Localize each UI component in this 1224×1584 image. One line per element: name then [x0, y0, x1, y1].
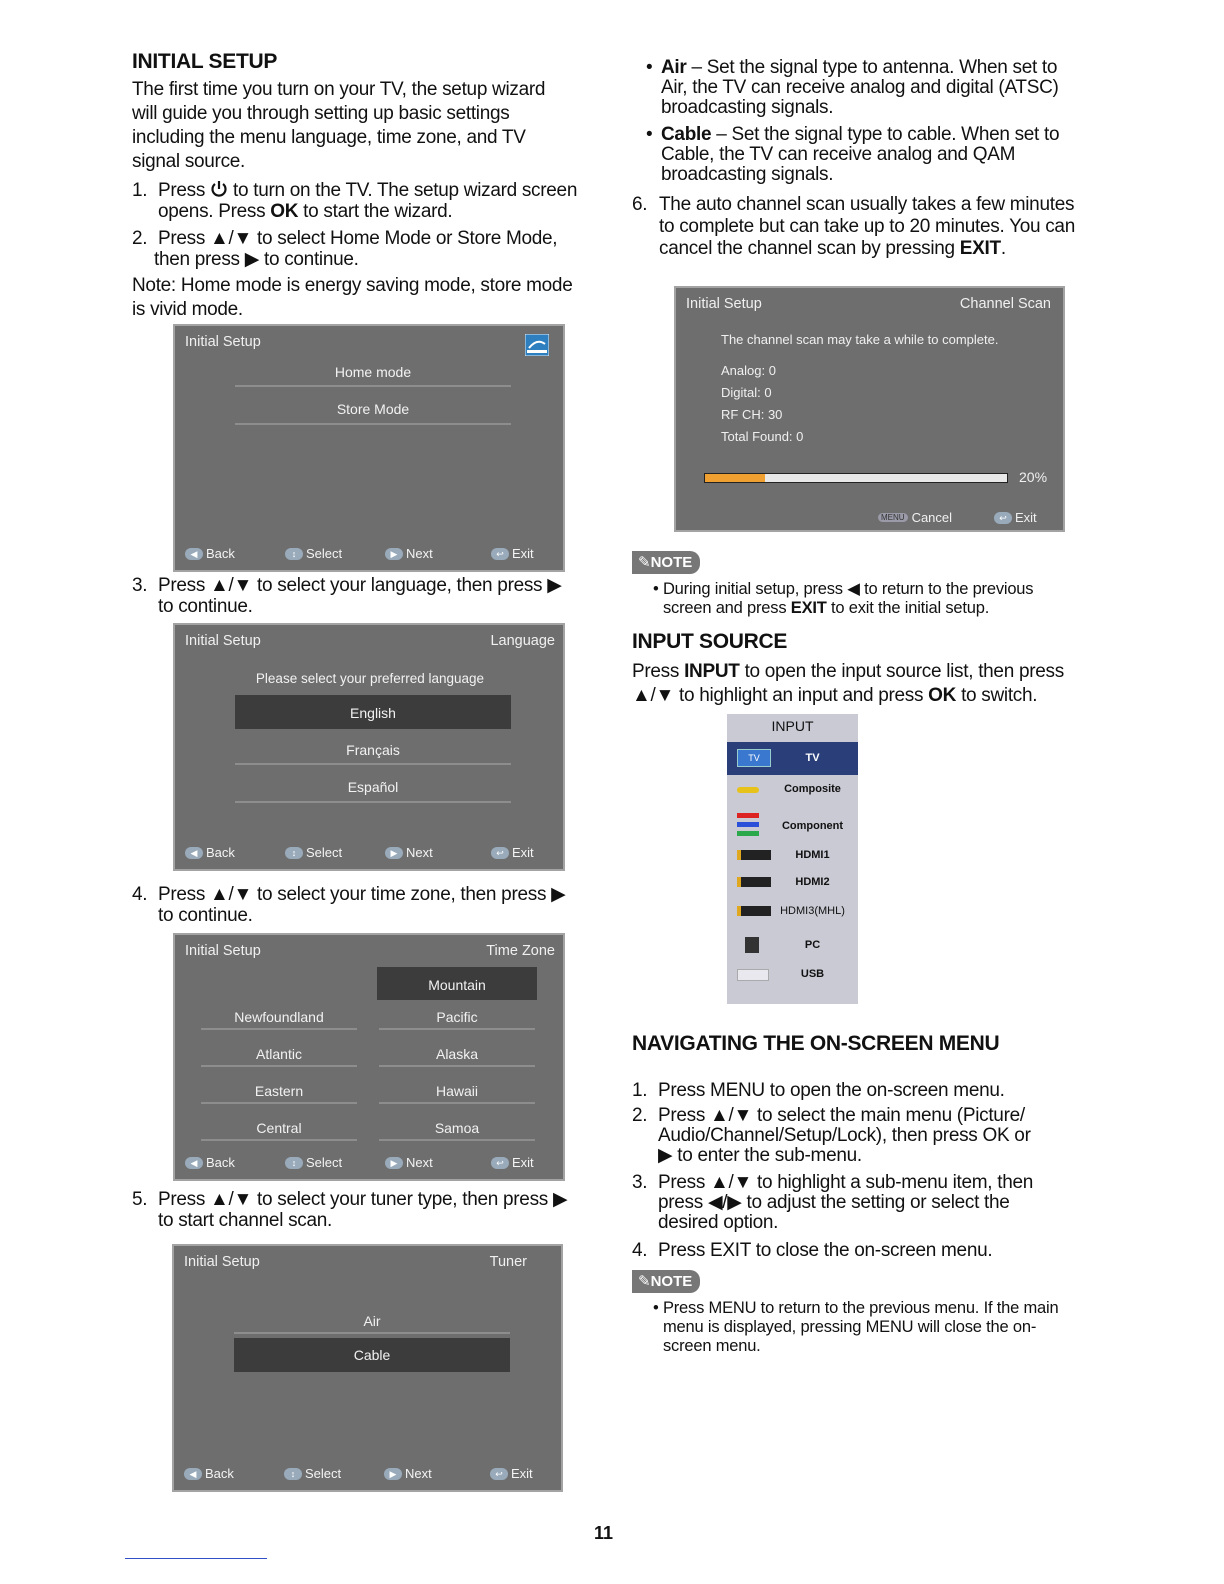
step-number: 6. [632, 194, 648, 215]
step-text: Audio/Channel/Setup/Lock), then press OK or [658, 1125, 1031, 1146]
input-item-hdmi2[interactable] [727, 871, 858, 897]
note-badge [632, 1270, 700, 1293]
step-text: to start channel scan. [158, 1210, 333, 1231]
intro-line: The first time you turn on your TV, the setup wizard [132, 79, 546, 100]
screen-subtitle: Channel Scan [959, 296, 1051, 312]
energy-star-icon [525, 334, 549, 356]
return-icon: ↩ [491, 548, 509, 560]
back-hint [184, 1466, 234, 1481]
input-list-title: INPUT [771, 718, 814, 734]
nav-label: Next [406, 845, 433, 860]
bullet-text: Air, the TV can receive analog and digital (ATSC) [661, 77, 1059, 98]
scan-counts [721, 360, 803, 448]
option-atlantic[interactable]: Atlantic [256, 1046, 302, 1062]
bullet-text: broadcasting signals. [661, 164, 834, 185]
option-francais[interactable]: Français [346, 742, 400, 758]
step-text: cancel the channel scan by pressing [659, 238, 955, 259]
note-line: Note: Home mode is energy saving mode, store mode [132, 275, 573, 296]
option-air[interactable]: Air [363, 1313, 381, 1329]
divider [379, 1065, 535, 1067]
step-text: . [1000, 238, 1006, 259]
bullet-term: Cable [661, 124, 712, 145]
exit-key: EXIT [790, 599, 827, 617]
input-source-heading: INPUT SOURCE [632, 630, 788, 653]
step-text: then press ▶ to continue. [154, 249, 359, 270]
right-arrow-icon: ▶ [385, 548, 403, 560]
step-text: to start the wizard. [303, 201, 453, 222]
scan-message: The channel scan may take a while to complete. [721, 332, 999, 347]
screen-title: Initial Setup [184, 1254, 260, 1270]
hdmi-plug-icon [737, 906, 767, 918]
exit-hint [490, 1466, 533, 1481]
up-down-icon: ↕ [285, 1157, 303, 1169]
screen-title: Initial Setup [686, 296, 762, 312]
select-hint [285, 546, 342, 561]
navigating-heading: NAVIGATING THE ON-SCREEN MENU [632, 1032, 1000, 1055]
step-6 [632, 194, 1112, 260]
scan-progress-fill [705, 474, 765, 482]
step-1 [132, 180, 602, 224]
note-line: screen menu. [663, 1337, 761, 1355]
intro-line: signal source. [132, 151, 246, 172]
step-text: Press ▲/▼ to select your time zone, then press ▶ [158, 884, 566, 905]
next-hint [384, 1466, 432, 1481]
nav-label: Next [405, 1466, 432, 1481]
option-english[interactable]: English [350, 705, 396, 721]
note-line: is vivid mode. [132, 299, 243, 320]
step-text: opens. Press [158, 201, 266, 222]
select-hint [285, 1155, 342, 1170]
scan-progress-label: 20% [1019, 469, 1048, 485]
bullet-text: Cable, the TV can receive analog and QAM [661, 144, 1016, 165]
footer-rule [125, 1558, 267, 1559]
divider [234, 1332, 510, 1334]
note-line: • Press MENU to return to the previous menu. If the main [653, 1299, 1059, 1317]
nav-label: Exit [511, 1466, 533, 1481]
input-item-tv[interactable] [727, 742, 858, 775]
bullet-text: – Set the signal type to antenna. When set to [686, 57, 1058, 78]
step-text: Press MENU to open the on-screen menu. [658, 1080, 1005, 1101]
nav-label: Select [306, 845, 343, 860]
up-down-icon: ↕ [285, 847, 303, 859]
note-2-text [653, 1299, 1058, 1356]
nav-label: Exit [512, 546, 534, 561]
exit-hint [491, 546, 534, 561]
intro-paragraph [132, 78, 545, 174]
input-label: HDMI1 [795, 849, 830, 861]
scan-progress-bar [704, 473, 1008, 483]
option-mountain[interactable]: Mountain [428, 977, 486, 993]
return-icon: ↩ [491, 847, 509, 859]
option-home-mode[interactable]: Home mode [334, 364, 412, 380]
tv-icon: TV [737, 749, 771, 767]
input-source-list [727, 714, 858, 1004]
screen-navbar [185, 845, 555, 863]
option-newfoundland[interactable]: Newfoundland [234, 1009, 324, 1025]
intro-line: including the menu language, time zone, and TV [132, 127, 526, 148]
note-label: NOTE [650, 1273, 693, 1290]
step-text: Press ▲/▼ to select Home Mode or Store Mode, [158, 228, 558, 249]
text: to open the input source list, then press [744, 661, 1064, 682]
step-number: 3. [132, 575, 148, 596]
right-arrow-icon: ▶ [384, 1468, 402, 1480]
mode-note [132, 274, 572, 322]
step-4 [132, 884, 602, 928]
step-text: desired option. [658, 1212, 779, 1233]
nav-label: Exit [512, 1155, 534, 1170]
initial-setup-heading: INITIAL SETUP [132, 50, 278, 73]
step-5 [132, 1189, 602, 1233]
input-label: USB [800, 968, 825, 980]
up-down-icon: ↕ [284, 1468, 302, 1480]
screen-subtitle: Time Zone [486, 943, 555, 959]
back-hint [185, 1155, 235, 1170]
step-number: 4. [132, 884, 148, 905]
screen-title: Initial Setup [185, 943, 261, 959]
step-text: to complete but can take up to 20 minutes. You can [659, 216, 1075, 237]
language-screen [173, 623, 565, 871]
input-item-hdmi1[interactable] [727, 844, 858, 870]
right-arrow-icon: ▶ [385, 1157, 403, 1169]
ok-key: OK [928, 685, 957, 706]
input-label: HDMI2 [795, 876, 830, 888]
back-hint [185, 845, 235, 860]
step-text: to continue. [158, 905, 253, 926]
nav-label: Back [206, 546, 235, 561]
option-espanol[interactable]: Español [347, 779, 399, 795]
composite-plug-icon [737, 784, 767, 796]
screen-title: Initial Setup [185, 633, 261, 649]
step-text: Press ▲/▼ to select your tuner type, then press ▶ [158, 1189, 568, 1210]
divider [201, 1028, 357, 1030]
divider [235, 801, 511, 803]
nav-label: Select [306, 546, 343, 561]
step-text: ▶ to enter the sub-menu. [658, 1145, 862, 1166]
input-item-composite[interactable] [727, 778, 858, 804]
screen-subtitle: Language [490, 633, 555, 649]
input-item-component[interactable] [727, 810, 858, 842]
usb-plug-icon [737, 969, 767, 981]
intro-line: will guide you through setting up basic settings [132, 103, 510, 124]
exit-hint [994, 510, 1037, 525]
note-line: • During initial setup, press ◀ to return to the previous [653, 580, 1034, 598]
text: ▲/▼ to highlight an input and press [632, 685, 924, 706]
pencil-icon: ✎ [638, 1273, 651, 1290]
cancel-hint [878, 510, 952, 525]
nav-label: Select [305, 1466, 342, 1481]
page-number: 11 [594, 1523, 614, 1543]
mode-screen [173, 324, 565, 572]
text: to switch. [961, 685, 1038, 706]
input-item-usb[interactable] [727, 963, 858, 989]
component-plug-icon [737, 810, 767, 840]
hdmi-plug-icon [737, 850, 767, 862]
step-text: to turn on the TV. The setup wizard screen [233, 180, 578, 201]
bullet-dot: • [646, 57, 653, 78]
nav-label: Next [406, 1155, 433, 1170]
step-3 [132, 575, 602, 619]
select-hint [285, 845, 342, 860]
bullet-term: Air [661, 57, 687, 78]
step-text: Press EXIT to close the on-screen menu. [658, 1240, 993, 1261]
step-text: to continue. [158, 596, 253, 617]
next-hint [385, 1155, 433, 1170]
nav-label: Back [206, 845, 235, 860]
nav-label: Select [306, 1155, 343, 1170]
step-text: press ◀/▶ to adjust the setting or select the [658, 1192, 1010, 1213]
step-text: Press ▲/▼ to select your language, then press ▶ [158, 575, 562, 596]
note-text: to exit the initial setup. [831, 599, 990, 617]
step-text: The auto channel scan usually takes a few minutes [659, 194, 1075, 215]
step-2 [132, 228, 602, 272]
input-label: Component [781, 820, 844, 832]
hdmi-plug-icon [737, 877, 767, 889]
exit-hint [491, 1155, 534, 1170]
option-samoa[interactable]: Samoa [434, 1120, 480, 1136]
step-text: Press [158, 180, 206, 201]
step-number: 3. [632, 1172, 648, 1193]
divider [235, 423, 511, 425]
input-label: TV [805, 752, 820, 764]
step-text: Press ▲/▼ to highlight a sub-menu item, then [658, 1172, 1034, 1193]
note-1-text [653, 580, 1033, 618]
note-label: NOTE [650, 554, 693, 571]
divider [201, 1139, 357, 1141]
note-text: screen and press [663, 599, 787, 617]
up-down-icon: ↕ [285, 548, 303, 560]
timezone-screen [173, 933, 565, 1181]
divider [235, 385, 511, 387]
select-hint [284, 1466, 341, 1481]
rf-channel: RF CH: 30 [721, 407, 783, 422]
tuner-screen [172, 1244, 563, 1492]
next-hint [385, 546, 433, 561]
return-icon: ↩ [994, 512, 1012, 524]
nav-label: Next [406, 546, 433, 561]
back-hint [185, 546, 235, 561]
vga-plug-icon [737, 937, 767, 953]
input-label: HDMI3(MHL) [780, 905, 845, 917]
option-hawaii[interactable]: Hawaii [435, 1083, 478, 1099]
screen-navbar [185, 1155, 555, 1173]
air-bullet [646, 58, 1106, 118]
divider [235, 763, 511, 765]
screen-title: Initial Setup [185, 334, 261, 350]
step-text: Press ▲/▼ to select the main menu (Picture/ [658, 1105, 1025, 1126]
left-arrow-icon: ◀ [185, 847, 203, 859]
divider [379, 1102, 535, 1104]
divider [201, 1065, 357, 1067]
step-number: 1. [132, 180, 148, 201]
return-icon: ↩ [490, 1468, 508, 1480]
option-eastern[interactable]: Eastern [254, 1083, 304, 1099]
return-icon: ↩ [491, 1157, 509, 1169]
text: Press [632, 661, 680, 682]
screen-navbar [184, 1466, 553, 1484]
option-cable[interactable]: Cable [353, 1347, 391, 1363]
nav-label: Exit [1015, 510, 1037, 525]
option-pacific[interactable]: Pacific [436, 1009, 478, 1025]
divider [201, 1102, 357, 1104]
analog-count: Analog: 0 [721, 363, 776, 378]
bullet-text: broadcasting signals. [661, 97, 834, 118]
divider [379, 1028, 535, 1030]
note-line: menu is displayed, pressing MENU will close the on- [663, 1318, 1037, 1336]
input-source-text [632, 660, 1064, 708]
step-number: 2. [632, 1105, 648, 1126]
next-hint [385, 845, 433, 860]
language-prompt: Please select your preferred language [255, 671, 485, 686]
input-item-hdmi3-mhl[interactable] [727, 900, 858, 926]
power-icon [210, 180, 228, 198]
input-label: PC [804, 939, 821, 951]
left-arrow-icon: ◀ [185, 1157, 203, 1169]
ok-key: OK [270, 201, 299, 222]
pencil-icon: ✎ [638, 554, 651, 571]
screen-subtitle: Tuner [489, 1254, 527, 1270]
step-number: 5. [132, 1189, 148, 1210]
step-number: 1. [632, 1080, 648, 1101]
input-key: INPUT [684, 661, 740, 682]
input-item-pc[interactable] [727, 934, 858, 960]
left-arrow-icon: ◀ [184, 1468, 202, 1480]
note-badge [632, 551, 700, 574]
cable-bullet [646, 125, 1106, 185]
digital-count: Digital: 0 [721, 385, 772, 400]
bullet-dot: • [646, 124, 653, 145]
total-found: Total Found: 0 [721, 429, 804, 444]
nav-label: Cancel [911, 510, 953, 525]
left-arrow-icon: ◀ [185, 548, 203, 560]
nav-label: Back [205, 1466, 234, 1481]
right-arrow-icon: ▶ [385, 847, 403, 859]
exit-hint [491, 845, 534, 860]
nav-label: Exit [512, 845, 534, 860]
bullet-text: – Set the signal type to cable. When set to [711, 124, 1060, 145]
input-label: Composite [784, 783, 841, 795]
screen-navbar [185, 546, 555, 564]
step-number: 4. [632, 1240, 648, 1261]
menu-key-icon: MENU [878, 513, 908, 522]
option-store-mode[interactable]: Store Mode [336, 401, 410, 417]
nav-label: Back [206, 1155, 235, 1170]
exit-key: EXIT [959, 238, 1001, 259]
step-number: 2. [132, 228, 148, 249]
divider [379, 1139, 535, 1141]
option-central[interactable]: Central [256, 1120, 302, 1136]
option-alaska[interactable]: Alaska [435, 1046, 479, 1062]
channel-scan-screen [674, 286, 1065, 532]
